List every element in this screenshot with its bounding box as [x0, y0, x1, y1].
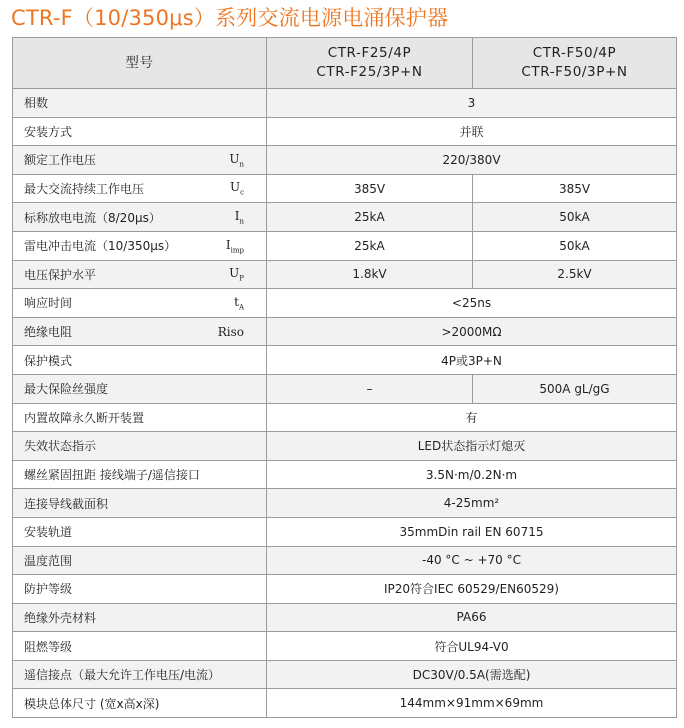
parameter-symbol [234, 295, 244, 311]
symbol-base: I [225, 237, 231, 252]
parameter-label: 安装方式 [24, 124, 73, 139]
model-b-line-1: CTR-F50/4P [532, 45, 617, 61]
value-cell-shared: 35mmDin rail EN 60715 [267, 517, 677, 546]
parameter-label: 最大保险丝强度 [24, 382, 109, 397]
symbol-subscript: n [239, 160, 244, 169]
table-row [13, 317, 677, 346]
parameter-label: 相数 [24, 96, 49, 111]
parameter-label: 安装轨道 [24, 525, 73, 540]
parameter-label: 遥信接点（最大允许工作电压/电流） [24, 668, 221, 683]
symbol-subscript: P [239, 274, 244, 283]
parameter-label: 雷电冲击电流（10/350μs） [24, 239, 177, 254]
parameter-label: 螺丝紧固扭距 接线端子/遥信接口 [24, 468, 200, 483]
symbol-subscript: imp [230, 245, 244, 254]
table-row [13, 346, 677, 375]
value-cell-model-a: 25kA [267, 203, 473, 232]
parameter-cell [13, 260, 267, 289]
value-cell-shared: >2000MΩ [267, 317, 677, 346]
table-row [13, 403, 677, 432]
parameter-label: 标称放电电流（8/20μs） [24, 210, 161, 225]
value-cell-shared: 220/380V [267, 146, 677, 175]
symbol-base: I [234, 208, 240, 223]
parameter-label: 失效状态指示 [24, 439, 97, 454]
parameter-cell [13, 346, 267, 375]
symbol-subscript: A [238, 303, 244, 312]
parameter-cell [13, 660, 267, 689]
parameter-symbol [235, 209, 244, 225]
parameter-cell [13, 517, 267, 546]
value-cell-model-b: 2.5kV [473, 260, 677, 289]
parameter-label: 最大交流持续工作电压 [24, 182, 145, 197]
table-row [13, 632, 677, 661]
model-a-line-1: CTR-F25/4P [327, 45, 412, 61]
value-cell-shared: DC30V/0.5A(需选配) [267, 660, 677, 689]
value-cell-model-a: 25kA [267, 231, 473, 260]
value-cell-shared: 4-25mm² [267, 489, 677, 518]
value-cell-shared: 符合UL94-V0 [267, 632, 677, 661]
table-row [13, 289, 677, 318]
parameter-cell [13, 489, 267, 518]
parameter-label: 绝缘外壳材料 [24, 610, 97, 625]
table-row [13, 117, 677, 146]
model-a-header-cell [267, 38, 473, 89]
parameter-cell [13, 317, 267, 346]
table-row [13, 432, 677, 461]
parameter-symbol [229, 152, 244, 168]
table-row [13, 260, 677, 289]
symbol-base: U [229, 266, 240, 281]
table-row [13, 460, 677, 489]
value-cell-model-b: 50kA [473, 231, 677, 260]
parameter-cell [13, 432, 267, 461]
parameter-cell [13, 289, 267, 318]
value-cell-model-a: 385V [267, 174, 473, 203]
parameter-cell [13, 403, 267, 432]
symbol-subscript: n [239, 217, 244, 226]
value-cell-shared: -40 °C ~ +70 °C [267, 546, 677, 575]
parameter-label: 防护等级 [24, 582, 73, 597]
model-a-line-2: CTR-F25/3P+N [316, 64, 423, 80]
parameter-cell [13, 174, 267, 203]
parameter-cell [13, 603, 267, 632]
parameter-cell [13, 146, 267, 175]
value-cell-model-b: 385V [473, 174, 677, 203]
parameter-label: 保护模式 [24, 353, 73, 368]
parameter-cell [13, 117, 267, 146]
parameter-label: 温度范围 [24, 553, 73, 568]
parameter-cell [13, 374, 267, 403]
symbol-base: t [234, 294, 239, 309]
value-cell-shared: 有 [267, 403, 677, 432]
table-row [13, 174, 677, 203]
parameter-label: 响应时间 [24, 296, 73, 311]
table-row [13, 689, 677, 718]
table-row [13, 374, 677, 403]
table-row [13, 489, 677, 518]
value-cell-shared: 3 [267, 89, 677, 118]
parameter-label: 模块总体尺寸 (宽x高x深) [24, 696, 160, 711]
table-row [13, 603, 677, 632]
parameter-cell [13, 460, 267, 489]
model-b-line-2: CTR-F50/3P+N [521, 64, 628, 80]
value-cell-model-a: – [267, 374, 473, 403]
table-row [13, 146, 677, 175]
parameter-label: 内置故障永久断开装置 [24, 410, 145, 425]
value-cell-shared: LED状态指示灯熄灭 [267, 432, 677, 461]
value-cell-shared: 144mm×91mm×69mm [267, 689, 677, 718]
parameter-label: 额定工作电压 [24, 153, 97, 168]
symbol-subscript: c [240, 188, 244, 197]
value-cell-shared: 并联 [267, 117, 677, 146]
page-title: CTR-F（10/350μs）系列交流电源电涌保护器 [11, 6, 449, 30]
parameter-label: 阻燃等级 [24, 639, 73, 654]
parameter-cell [13, 575, 267, 604]
model-header-cell [13, 38, 267, 89]
parameter-label: 电压保护水平 [24, 267, 97, 282]
table-header-row [13, 38, 677, 89]
parameter-cell [13, 231, 267, 260]
value-cell-shared: <25ns [267, 289, 677, 318]
symbol-base: U [229, 151, 240, 166]
parameter-cell [13, 689, 267, 718]
table-row [13, 231, 677, 260]
symbol-base: Riso [217, 324, 244, 339]
value-cell-shared: IP20符合IEC 60529/EN60529) [267, 575, 677, 604]
table-row [13, 517, 677, 546]
table-row [13, 89, 677, 118]
model-label: 型号 [125, 54, 154, 71]
spec-table [12, 37, 677, 718]
parameter-symbol [230, 180, 244, 196]
model-b-header-cell [473, 38, 677, 89]
parameter-symbol [218, 325, 244, 339]
parameter-symbol [229, 266, 244, 282]
value-cell-model-a: 1.8kV [267, 260, 473, 289]
table-row [13, 575, 677, 604]
symbol-base: U [229, 180, 241, 195]
parameter-cell [13, 546, 267, 575]
value-cell-model-b: 50kA [473, 203, 677, 232]
table-row [13, 203, 677, 232]
parameter-cell [13, 203, 267, 232]
value-cell-shared: PA66 [267, 603, 677, 632]
parameter-label: 连接导线截面积 [24, 496, 109, 511]
value-cell-shared: 3.5N·m/0.2N·m [267, 460, 677, 489]
parameter-cell [13, 632, 267, 661]
parameter-cell [13, 89, 267, 118]
value-cell-model-b: 500A gL/gG [473, 374, 677, 403]
value-cell-shared: 4P或3P+N [267, 346, 677, 375]
parameter-label: 绝缘电阻 [24, 325, 73, 340]
table-row [13, 546, 677, 575]
table-row [13, 660, 677, 689]
parameter-symbol [226, 238, 244, 254]
